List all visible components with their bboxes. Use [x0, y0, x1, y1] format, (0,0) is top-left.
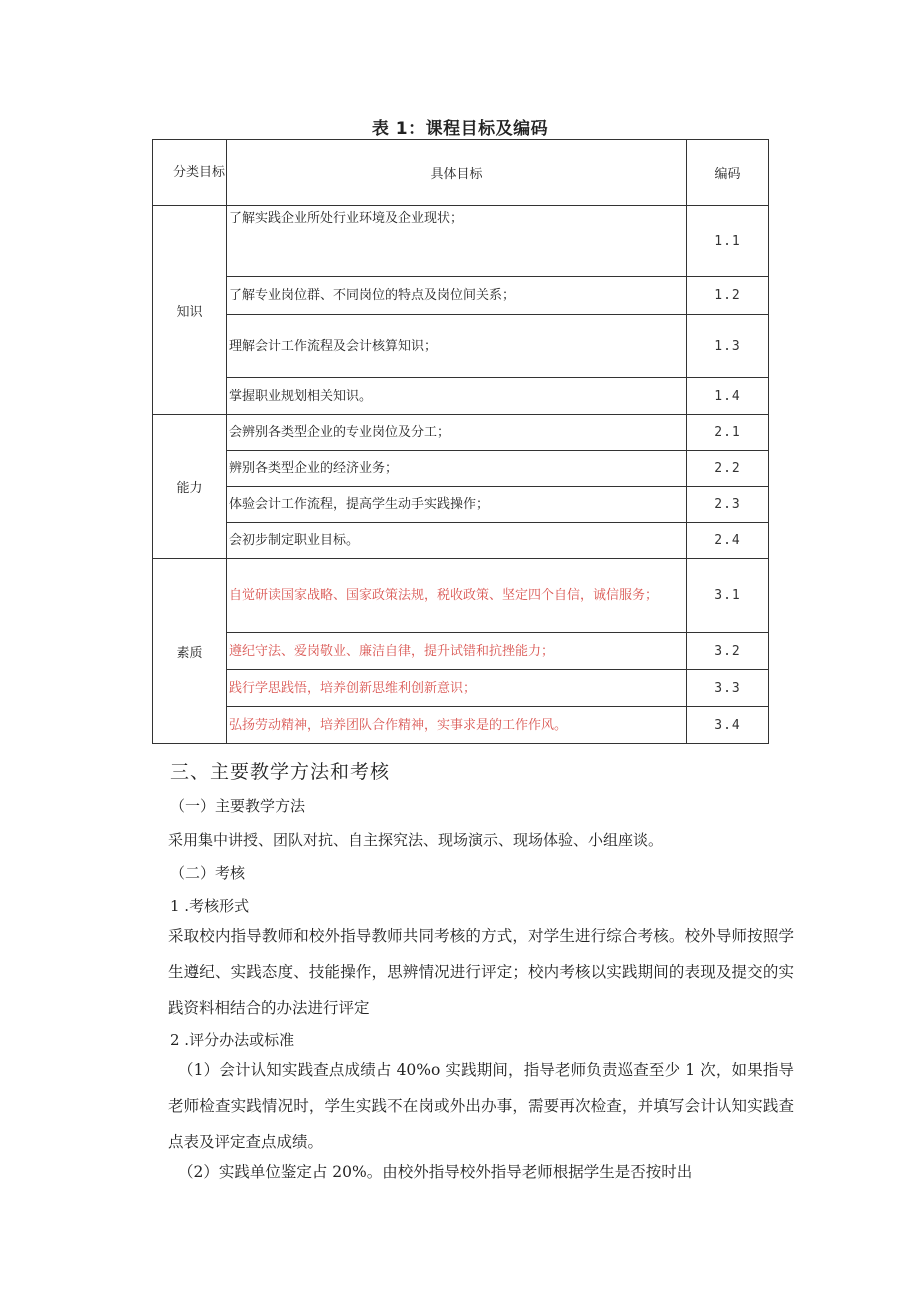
section-heading: 三、主要教学方法和考核 [170, 761, 391, 783]
goal-cell: 掌握职业规划相关知识。 [227, 378, 687, 415]
assessment-form-paragraph: 采取校内指导教师和校外指导教师共同考核的方式，对学生进行综合考核。校外导师按照学生遵纪、实践态度、技能操作，思辨情况进行评定；校内考核以实践期间的表现及提交的实践资料相结合的办法进行评定 [168, 927, 794, 1017]
goal-cell: 会初步制定职业目标。 [227, 523, 687, 559]
code-cell: 1.4 [687, 378, 769, 415]
goal-cell: 了解专业岗位群、不同岗位的特点及岗位间关系； [227, 277, 687, 315]
goal-cell: 辨别各类型企业的经济业务； [227, 451, 687, 487]
table-row [153, 378, 769, 415]
goal-cell: 体验会计工作流程，提高学生动手实践操作； [227, 487, 687, 523]
code-cell: 1.1 [687, 206, 769, 277]
table-row [153, 277, 769, 315]
code-cell: 3.3 [687, 670, 769, 707]
table-header-row [153, 140, 769, 206]
goal-cell: 自觉研读国家战略、国家政策法规，税收政策、坚定四个自信，诚信服务； [227, 559, 687, 633]
code-cell: 2.4 [687, 523, 769, 559]
goal-cell: 弘扬劳动精神，培养团队合作精神，实事求是的工作作风。 [227, 707, 687, 744]
table-row [153, 451, 769, 487]
code-cell: 2.2 [687, 451, 769, 487]
subheading-methods: （一）主要教学方法 [170, 797, 306, 815]
code-cell: 3.4 [687, 707, 769, 744]
subheading-assessment: （二）考核 [170, 864, 246, 882]
table-row [153, 707, 769, 744]
goal-cell: 会辨别各类型企业的专业岗位及分工； [227, 415, 687, 451]
code-cell: 2.3 [687, 487, 769, 523]
header-goal: 具体目标 [227, 140, 687, 206]
code-cell: 1.2 [687, 277, 769, 315]
table-row [153, 206, 769, 277]
header-code: 编码 [687, 140, 769, 206]
goal-cell: 践行学思践悟，培养创新思维利创新意识； [227, 670, 687, 707]
category-knowledge: 知识 [153, 206, 227, 415]
header-category: 分类目标 [153, 140, 227, 206]
course-goals-table [152, 139, 769, 744]
table-row [153, 487, 769, 523]
goal-cell: 理解会计工作流程及会计核算知识； [227, 315, 687, 378]
scoring-paragraph-1: （1）会计认知实践查点成绩占 40%o 实践期间，指导老师负责巡查至少 1 次，如果指导老师检查实践情况时，学生实践不在岗或外出办事，需要再次检查，并填写会计认知实践查点表及评定查点成绩。 [168, 1061, 794, 1151]
table-row [153, 559, 769, 633]
table-row [153, 415, 769, 451]
code-cell: 3.1 [687, 559, 769, 633]
item-assessment-form: 1 .考核形式 [170, 897, 250, 915]
table-row [153, 315, 769, 378]
scoring-paragraph-2: （2）实践单位鉴定占 20%。由校外指导校外指导老师根据学生是否按时出 [178, 1163, 693, 1181]
table-row [153, 633, 769, 670]
code-cell: 3.2 [687, 633, 769, 670]
goal-cell: 了解实践企业所处行业环境及企业现状； [227, 206, 687, 277]
code-cell: 2.1 [687, 415, 769, 451]
category-quality: 素质 [153, 559, 227, 744]
category-ability: 能力 [153, 415, 227, 559]
table-row [153, 670, 769, 707]
table-caption: 表 1：课程目标及编码 [371, 119, 549, 139]
methods-text: 采用集中讲授、团队对抗、自主探究法、现场演示、现场体验、小组座谈。 [168, 831, 664, 849]
table-row [153, 523, 769, 559]
item-scoring: 2 .评分办法或标准 [170, 1031, 295, 1049]
goal-cell: 遵纪守法、爱岗敬业、廉洁自律，提升试错和抗挫能力； [227, 633, 687, 670]
code-cell: 1.3 [687, 315, 769, 378]
